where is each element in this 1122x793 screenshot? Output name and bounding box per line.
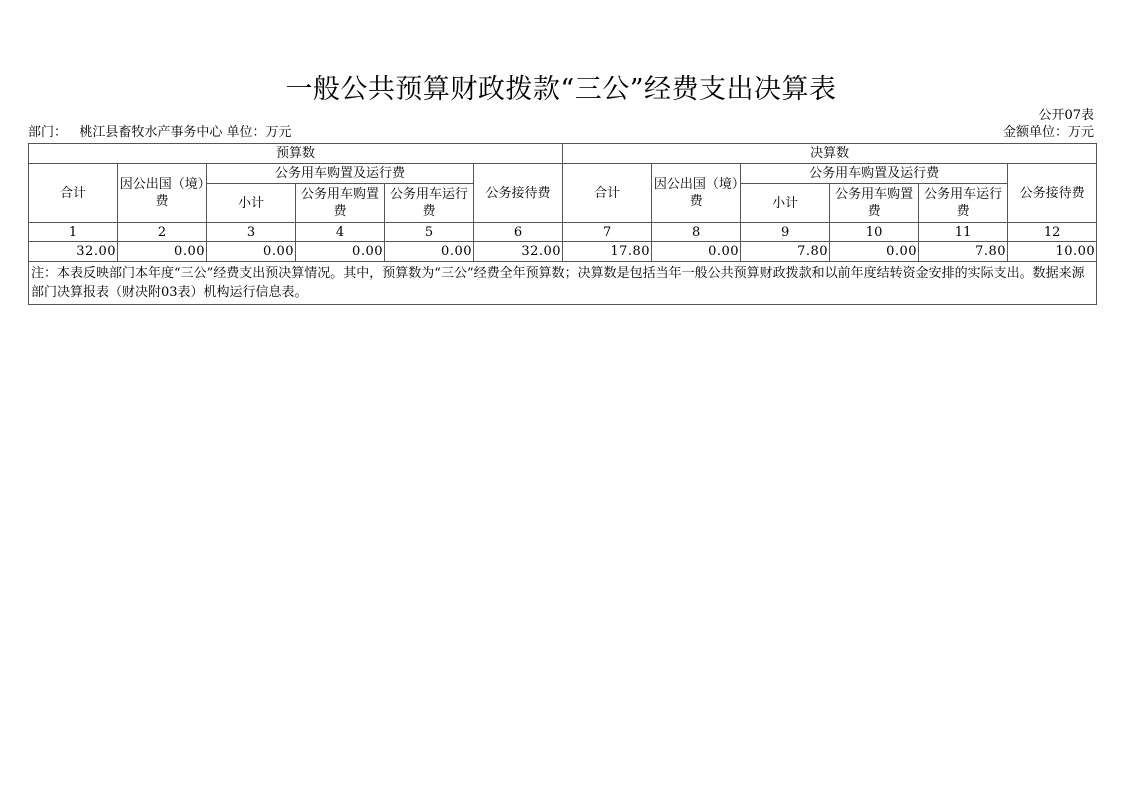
value-cell: 7.80	[741, 242, 830, 262]
amount-unit: 金额单位：万元	[1002, 125, 1094, 140]
budget-subtotal-header: 小计	[207, 184, 296, 223]
budget-total-header: 合计	[29, 164, 118, 223]
index-cell: 4	[296, 223, 385, 242]
index-cell: 12	[1008, 223, 1097, 242]
index-cell: 10	[830, 223, 919, 242]
final-vehicle-group-header: 公务用车购置及运行费	[741, 164, 1008, 184]
department-line: 部门： 桃江县畜牧水产事务中心 单位：万元	[28, 125, 292, 140]
index-cell: 11	[919, 223, 1008, 242]
value-cell: 0.00	[830, 242, 919, 262]
final-operation-header: 公务用车运行费	[919, 184, 1008, 223]
value-cell: 32.00	[474, 242, 563, 262]
values-row	[29, 242, 1097, 262]
column-header-row-1	[29, 164, 1097, 184]
final-purchase-header: 公务用车购置费	[830, 184, 919, 223]
final-reception-header: 公务接待费	[1008, 164, 1097, 223]
index-cell: 2	[118, 223, 207, 242]
table-note: 注：本表反映部门本年度“三公”经费支出预决算情况。其中，预算数为“三公”经费全年预算数；决算数是包括当年一般公共预算财政拨款和以前年度结转资金安排的实际支出。数据来源部门决算报表（财决附03表）机构运行信息表。	[29, 262, 1097, 305]
value-cell: 0.00	[207, 242, 296, 262]
value-cell: 0.00	[118, 242, 207, 262]
index-cell: 1	[29, 223, 118, 242]
value-cell: 7.80	[919, 242, 1008, 262]
final-subtotal-header: 小计	[741, 184, 830, 223]
final-total-header: 合计	[563, 164, 652, 223]
index-cell: 3	[207, 223, 296, 242]
note-row	[29, 262, 1097, 305]
form-number: 公开07表	[1038, 108, 1094, 123]
budget-operation-header: 公务用车运行费	[385, 184, 474, 223]
value-cell: 0.00	[652, 242, 741, 262]
page-title: 一般公共预算财政拨款“三公”经费支出决算表	[285, 74, 837, 105]
value-cell: 0.00	[385, 242, 474, 262]
index-cell: 9	[741, 223, 830, 242]
budget-vehicle-group-header: 公务用车购置及运行费	[207, 164, 474, 184]
value-cell: 0.00	[296, 242, 385, 262]
three-public-expenses-table	[28, 143, 1097, 305]
final-group-header: 决算数	[563, 144, 1097, 164]
budget-purchase-header: 公务用车购置费	[296, 184, 385, 223]
group-header-row	[29, 144, 1097, 164]
index-cell: 8	[652, 223, 741, 242]
budget-reception-header: 公务接待费	[474, 164, 563, 223]
final-abroad-header: 因公出国（境）费	[652, 164, 741, 223]
value-cell: 10.00	[1008, 242, 1097, 262]
value-cell: 32.00	[29, 242, 118, 262]
budget-group-header: 预算数	[29, 144, 563, 164]
index-row	[29, 223, 1097, 242]
value-cell: 17.80	[563, 242, 652, 262]
index-cell: 5	[385, 223, 474, 242]
index-cell: 6	[474, 223, 563, 242]
budget-abroad-header: 因公出国（境）费	[118, 164, 207, 223]
index-cell: 7	[563, 223, 652, 242]
